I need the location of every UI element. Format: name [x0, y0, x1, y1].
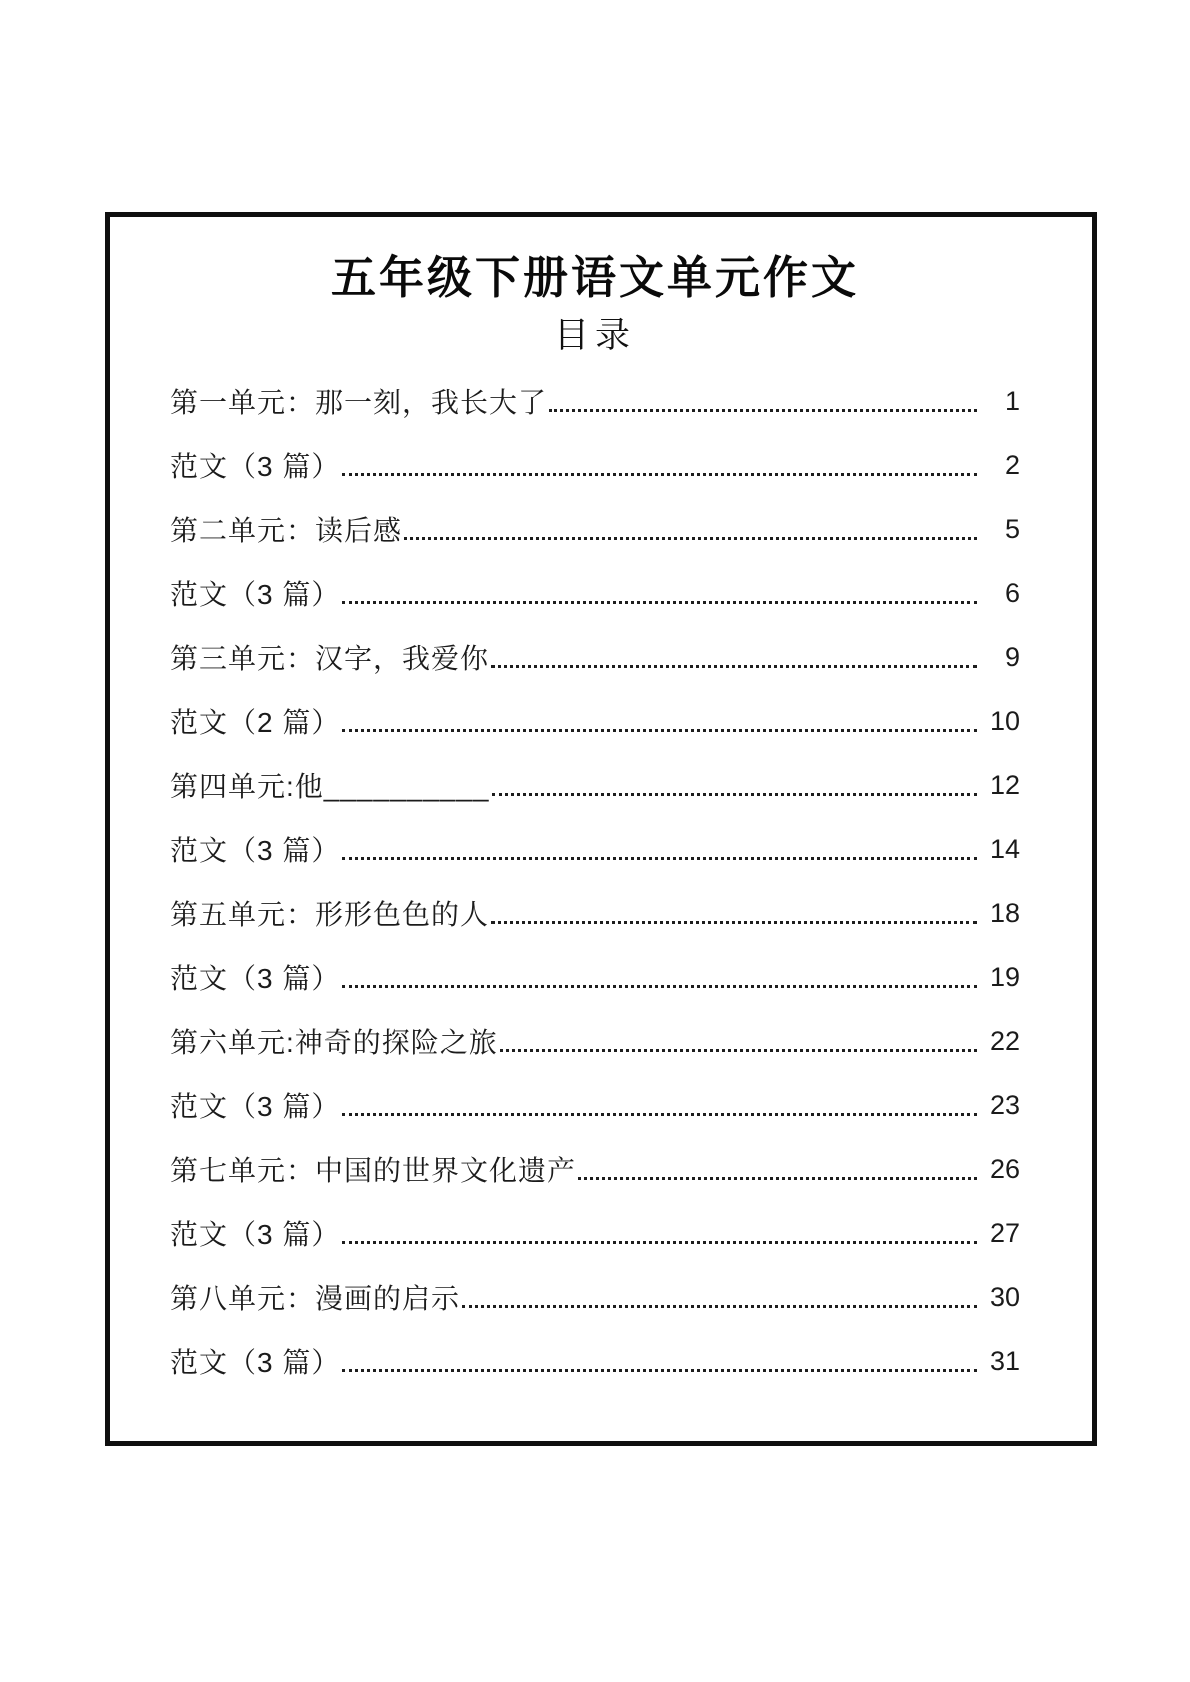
toc-dot-leader	[342, 1223, 977, 1244]
toc-entry-label: 范文（3 篇）	[170, 835, 341, 866]
toc-entry	[170, 433, 1020, 497]
toc-dot-leader	[578, 1159, 977, 1180]
toc-entry-label: 范文（3 篇）	[170, 451, 341, 482]
toc-dot-leader	[342, 583, 977, 604]
toc-entry-label: 范文（3 篇）	[170, 1219, 341, 1250]
toc-dot-leader	[500, 1031, 977, 1052]
toc-entry	[170, 1265, 1020, 1329]
toc-dot-leader	[492, 775, 977, 796]
toc-entry-page: 6	[1004, 577, 1020, 608]
toc-entry-page: 1	[1004, 385, 1020, 416]
toc-dot-leader	[404, 519, 977, 540]
toc-entry-label: 范文（3 篇）	[170, 579, 341, 610]
toc-entry-page: 23	[989, 1089, 1020, 1120]
toc-entry	[170, 1201, 1020, 1265]
toc-dot-leader	[462, 1287, 977, 1308]
toc-entry-page: 30	[989, 1281, 1020, 1312]
toc-entry-page: 22	[989, 1025, 1020, 1056]
toc-entry-label: 第五单元：形形色色的人	[170, 899, 490, 930]
toc-entry-label: 范文（3 篇）	[170, 963, 341, 994]
toc-entry-label: 范文（3 篇）	[170, 1091, 341, 1122]
toc-entry	[170, 945, 1020, 1009]
toc-dot-leader	[342, 839, 977, 860]
toc-entry-label: 第八单元：漫画的启示	[170, 1283, 461, 1314]
toc-entry-label: 第二单元：读后感	[170, 515, 403, 546]
toc-entry-page: 5	[1004, 513, 1020, 544]
toc-entry-page: 10	[989, 705, 1020, 736]
toc-entry	[170, 369, 1020, 433]
toc-entry-page: 19	[989, 961, 1020, 992]
toc-dot-leader	[342, 711, 977, 732]
toc-entry	[170, 625, 1020, 689]
toc-entry	[170, 497, 1020, 561]
toc-dot-leader	[342, 967, 977, 988]
toc-entry-page: 31	[989, 1345, 1020, 1376]
table-of-contents	[170, 369, 1020, 1393]
toc-entry-page: 26	[989, 1153, 1020, 1184]
toc-entry-page: 2	[1004, 449, 1020, 480]
toc-entry	[170, 689, 1020, 753]
document-border-frame	[105, 212, 1097, 1446]
toc-entry-page: 9	[1004, 641, 1020, 672]
toc-entry-page: 18	[989, 897, 1020, 928]
toc-entry-label: 范文（3 篇）	[170, 1347, 341, 1378]
toc-entry-page: 27	[989, 1217, 1020, 1248]
toc-entry	[170, 881, 1020, 945]
toc-entry-label: 第七单元：中国的世界文化遗产	[170, 1155, 577, 1186]
toc-dot-leader	[491, 903, 977, 924]
toc-entry	[170, 561, 1020, 625]
toc-entry	[170, 817, 1020, 881]
toc-entry	[170, 1073, 1020, 1137]
toc-dot-leader	[342, 1351, 977, 1372]
toc-entry-label: 第一单元：那一刻，我长大了	[170, 387, 548, 418]
toc-dot-leader	[549, 391, 977, 412]
toc-entry-label: 范文（2 篇）	[170, 707, 341, 738]
toc-dot-leader	[491, 647, 977, 668]
toc-entry	[170, 1329, 1020, 1393]
document-title: 五年级下册语文单元作文	[330, 252, 859, 303]
toc-entry	[170, 1137, 1020, 1201]
toc-dot-leader	[342, 455, 977, 476]
toc-entry-label: 第四单元:他__________	[170, 771, 490, 802]
toc-heading: 目录	[553, 315, 636, 355]
toc-entry-label: 第六单元:神奇的探险之旅	[170, 1027, 498, 1058]
toc-entry	[170, 753, 1020, 817]
toc-entry-page: 12	[989, 769, 1020, 800]
toc-dot-leader	[342, 1095, 977, 1116]
toc-entry-label: 第三单元：汉字，我爱你	[170, 643, 490, 674]
toc-entry	[170, 1009, 1020, 1073]
toc-entry-page: 14	[989, 833, 1020, 864]
